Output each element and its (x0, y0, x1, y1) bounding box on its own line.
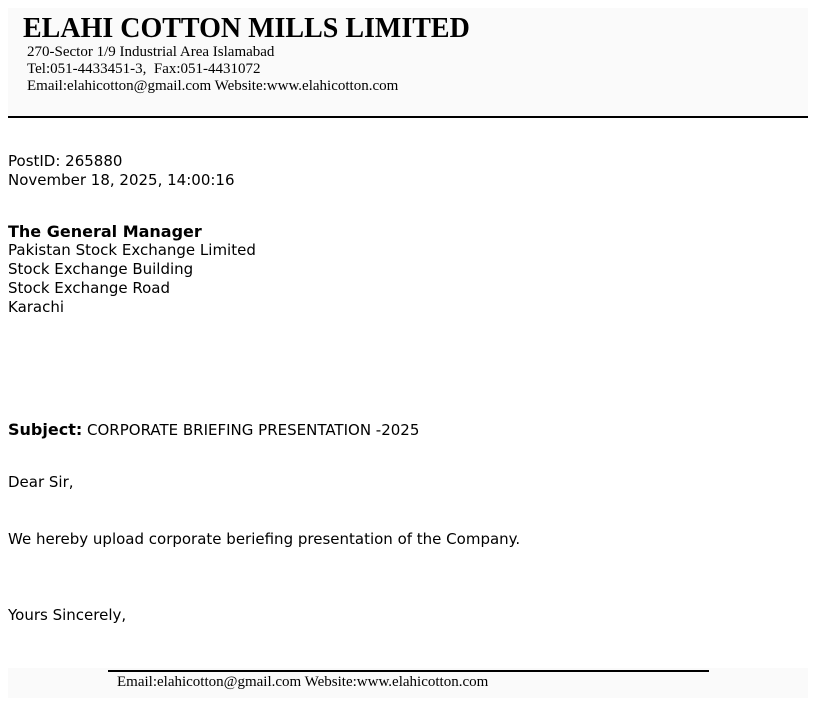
recipient-organization: Pakistan Stock Exchange Limited (8, 241, 256, 259)
subject-line (8, 420, 419, 440)
subject-text: CORPORATE BRIEFING PRESENTATION -2025 (87, 421, 420, 439)
footer-email-website: Email:elahicotton@gmail.com Website:www.elahicotton.com (117, 674, 489, 690)
recipient-building: Stock Exchange Building (8, 260, 194, 278)
recipient-block (8, 222, 256, 317)
footer-divider (108, 670, 709, 672)
subject-label: Subject: (8, 420, 83, 439)
recipient-city: Karachi (8, 298, 65, 316)
company-email-website: Email:elahicotton@gmail.com Website:www.elahicotton.com (27, 78, 399, 94)
post-datetime: November 18, 2025, 14:00:16 (8, 171, 235, 189)
post-id: PostID: 265880 (8, 152, 123, 170)
header-divider (8, 116, 808, 118)
letterhead (8, 8, 808, 116)
recipient-road: Stock Exchange Road (8, 279, 170, 297)
closing: Yours Sincerely, (8, 606, 127, 624)
company-address: 270-Sector 1/9 Industrial Area Islamabad (27, 44, 275, 60)
company-tel-fax: Tel:051-4433451-3, Fax:051-4431072 (27, 61, 261, 77)
company-name: ELAHI COTTON MILLS LIMITED (23, 13, 470, 44)
letter-body: We hereby upload corporate beriefing presentation of the Company. (8, 530, 521, 548)
recipient-title: The General Manager (8, 222, 202, 241)
salutation: Dear Sir, (8, 473, 74, 491)
